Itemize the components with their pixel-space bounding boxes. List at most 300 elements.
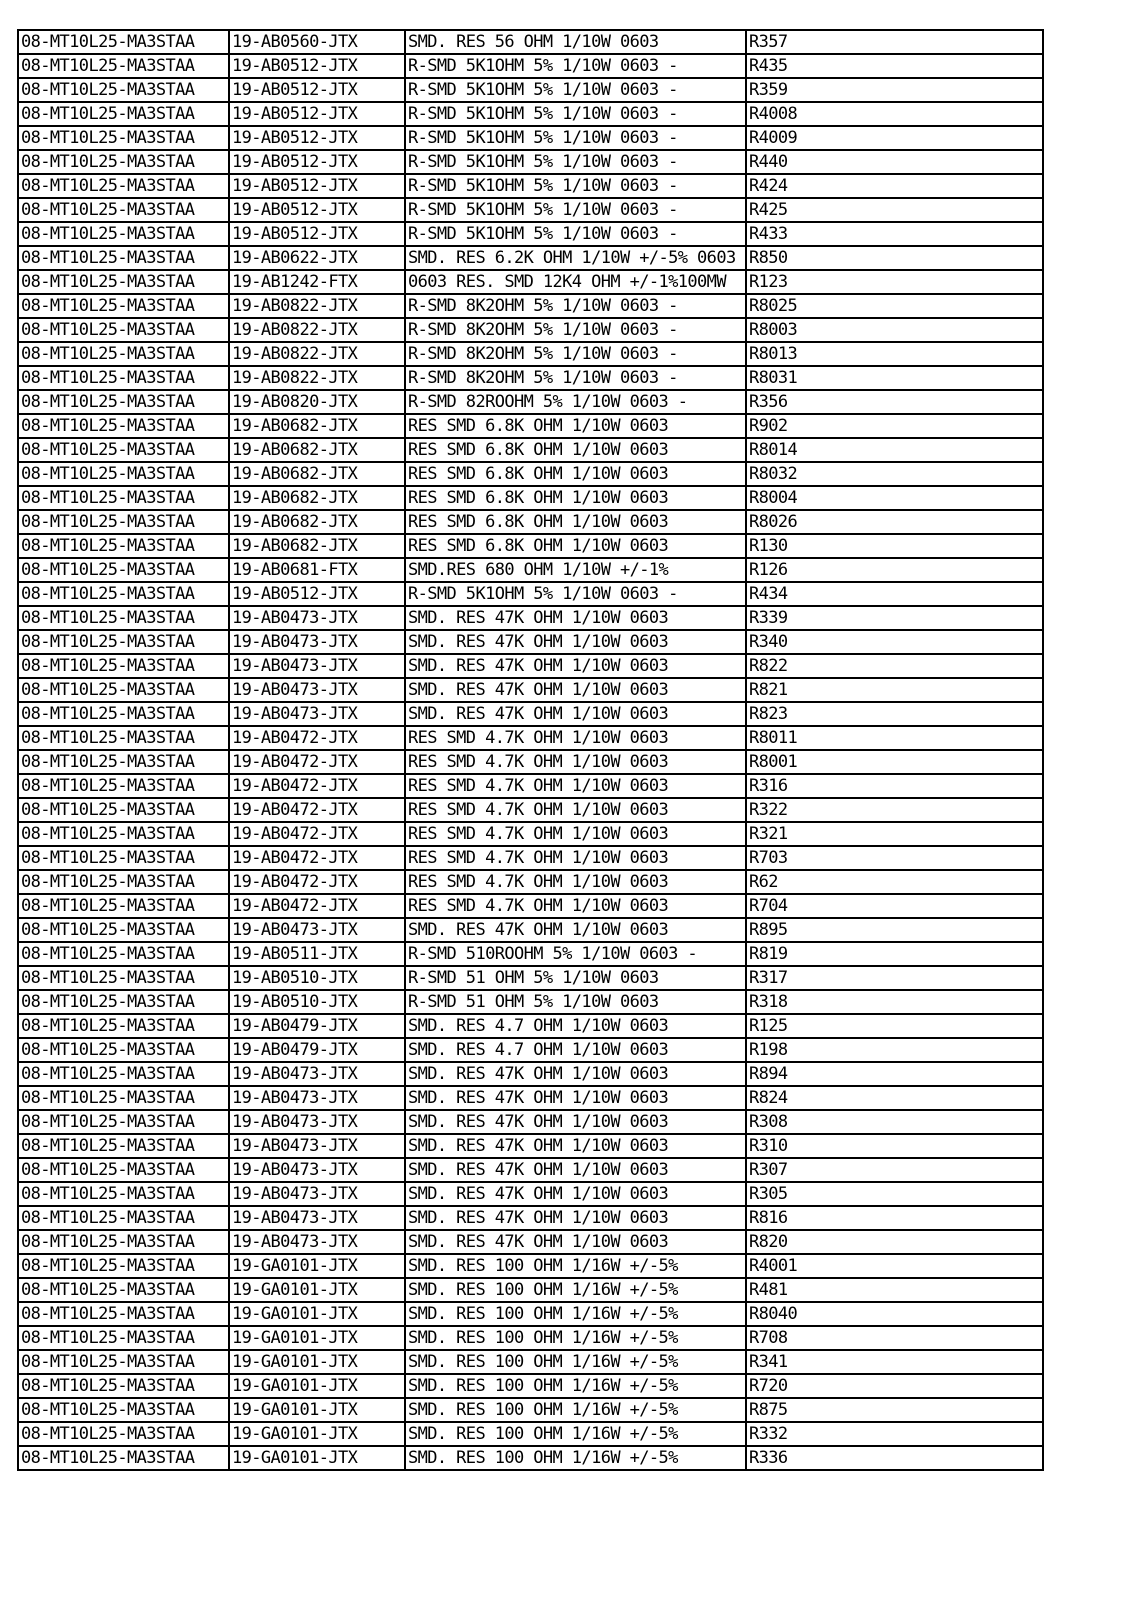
table-row — [18, 342, 1043, 366]
assembly-part-number-cell: 08-MT10L25-MA3STAA — [18, 150, 229, 174]
reference-designator-cell: R308 — [746, 1110, 1043, 1134]
assembly-part-number-cell: 08-MT10L25-MA3STAA — [18, 510, 229, 534]
reference-designator-cell: R720 — [746, 1374, 1043, 1398]
description-cell: R-SMD 5K1OHM 5% 1/10W 0603 - — [405, 54, 746, 78]
reference-designator-cell: R359 — [746, 78, 1043, 102]
description-cell: SMD. RES 47K OHM 1/10W 0603 — [405, 702, 746, 726]
description-cell: RES SMD 4.7K OHM 1/10W 0603 — [405, 750, 746, 774]
component-part-number-cell: 19-AB0473-JTX — [229, 918, 405, 942]
assembly-part-number-cell: 08-MT10L25-MA3STAA — [18, 870, 229, 894]
description-cell: RES SMD 6.8K OHM 1/10W 0603 — [405, 438, 746, 462]
reference-designator-cell: R4001 — [746, 1254, 1043, 1278]
assembly-part-number-cell: 08-MT10L25-MA3STAA — [18, 606, 229, 630]
component-part-number-cell: 19-AB0512-JTX — [229, 174, 405, 198]
component-part-number-cell: 19-AB0682-JTX — [229, 510, 405, 534]
component-part-number-cell: 19-AB0472-JTX — [229, 846, 405, 870]
assembly-part-number-cell: 08-MT10L25-MA3STAA — [18, 1158, 229, 1182]
table-row — [18, 1422, 1043, 1446]
table-row — [18, 1254, 1043, 1278]
table-row — [18, 1038, 1043, 1062]
component-part-number-cell: 19-GA0101-JTX — [229, 1374, 405, 1398]
description-cell: SMD. RES 100 OHM 1/16W +/-5% — [405, 1422, 746, 1446]
assembly-part-number-cell: 08-MT10L25-MA3STAA — [18, 390, 229, 414]
description-cell: RES SMD 4.7K OHM 1/10W 0603 — [405, 894, 746, 918]
assembly-part-number-cell: 08-MT10L25-MA3STAA — [18, 78, 229, 102]
table-row — [18, 366, 1043, 390]
reference-designator-cell: R357 — [746, 30, 1043, 54]
component-part-number-cell: 19-GA0101-JTX — [229, 1446, 405, 1470]
assembly-part-number-cell: 08-MT10L25-MA3STAA — [18, 654, 229, 678]
assembly-part-number-cell: 08-MT10L25-MA3STAA — [18, 222, 229, 246]
component-part-number-cell: 19-AB0682-JTX — [229, 414, 405, 438]
table-row — [18, 486, 1043, 510]
description-cell: SMD. RES 100 OHM 1/16W +/-5% — [405, 1326, 746, 1350]
description-cell: SMD. RES 4.7 OHM 1/10W 0603 — [405, 1014, 746, 1038]
component-part-number-cell: 19-AB0473-JTX — [229, 1134, 405, 1158]
reference-designator-cell: R850 — [746, 246, 1043, 270]
reference-designator-cell: R8013 — [746, 342, 1043, 366]
assembly-part-number-cell: 08-MT10L25-MA3STAA — [18, 702, 229, 726]
reference-designator-cell: R704 — [746, 894, 1043, 918]
bom-table — [17, 29, 1044, 1471]
description-cell: R-SMD 51 OHM 5% 1/10W 0603 — [405, 966, 746, 990]
assembly-part-number-cell: 08-MT10L25-MA3STAA — [18, 1182, 229, 1206]
description-cell: SMD. RES 47K OHM 1/10W 0603 — [405, 606, 746, 630]
reference-designator-cell: R435 — [746, 54, 1043, 78]
reference-designator-cell: R902 — [746, 414, 1043, 438]
table-row — [18, 1014, 1043, 1038]
description-cell: SMD. RES 56 OHM 1/10W 0603 — [405, 30, 746, 54]
table-row — [18, 1302, 1043, 1326]
component-part-number-cell: 19-AB0822-JTX — [229, 366, 405, 390]
description-cell: R-SMD 8K2OHM 5% 1/10W 0603 - — [405, 342, 746, 366]
description-cell: SMD. RES 47K OHM 1/10W 0603 — [405, 1110, 746, 1134]
table-row — [18, 582, 1043, 606]
reference-designator-cell: R821 — [746, 678, 1043, 702]
table-row — [18, 1158, 1043, 1182]
reference-designator-cell: R310 — [746, 1134, 1043, 1158]
reference-designator-cell: R425 — [746, 198, 1043, 222]
description-cell: SMD. RES 100 OHM 1/16W +/-5% — [405, 1374, 746, 1398]
description-cell: RES SMD 6.8K OHM 1/10W 0603 — [405, 510, 746, 534]
assembly-part-number-cell: 08-MT10L25-MA3STAA — [18, 1206, 229, 1230]
reference-designator-cell: R322 — [746, 798, 1043, 822]
description-cell: R-SMD 5K1OHM 5% 1/10W 0603 - — [405, 582, 746, 606]
description-cell: SMD. RES 47K OHM 1/10W 0603 — [405, 1206, 746, 1230]
reference-designator-cell: R198 — [746, 1038, 1043, 1062]
description-cell: RES SMD 6.8K OHM 1/10W 0603 — [405, 486, 746, 510]
component-part-number-cell: 19-AB0472-JTX — [229, 822, 405, 846]
table-row — [18, 30, 1043, 54]
description-cell: R-SMD 5K1OHM 5% 1/10W 0603 - — [405, 78, 746, 102]
reference-designator-cell: R356 — [746, 390, 1043, 414]
reference-designator-cell: R816 — [746, 1206, 1043, 1230]
assembly-part-number-cell: 08-MT10L25-MA3STAA — [18, 1446, 229, 1470]
description-cell: SMD. RES 47K OHM 1/10W 0603 — [405, 654, 746, 678]
description-cell: SMD. RES 100 OHM 1/16W +/-5% — [405, 1350, 746, 1374]
reference-designator-cell: R123 — [746, 270, 1043, 294]
reference-designator-cell: R8026 — [746, 510, 1043, 534]
component-part-number-cell: 19-AB0822-JTX — [229, 318, 405, 342]
reference-designator-cell: R130 — [746, 534, 1043, 558]
assembly-part-number-cell: 08-MT10L25-MA3STAA — [18, 918, 229, 942]
reference-designator-cell: R440 — [746, 150, 1043, 174]
component-part-number-cell: 19-AB0479-JTX — [229, 1038, 405, 1062]
description-cell: RES SMD 4.7K OHM 1/10W 0603 — [405, 870, 746, 894]
description-cell: SMD. RES 47K OHM 1/10W 0603 — [405, 1086, 746, 1110]
table-row — [18, 1062, 1043, 1086]
component-part-number-cell: 19-AB0681-FTX — [229, 558, 405, 582]
component-part-number-cell: 19-AB0682-JTX — [229, 462, 405, 486]
description-cell: RES SMD 4.7K OHM 1/10W 0603 — [405, 846, 746, 870]
reference-designator-cell: R340 — [746, 630, 1043, 654]
component-part-number-cell: 19-GA0101-JTX — [229, 1278, 405, 1302]
table-row — [18, 870, 1043, 894]
component-part-number-cell: 19-AB0473-JTX — [229, 702, 405, 726]
table-row — [18, 1206, 1043, 1230]
table-row — [18, 894, 1043, 918]
assembly-part-number-cell: 08-MT10L25-MA3STAA — [18, 798, 229, 822]
table-row — [18, 174, 1043, 198]
table-row — [18, 1182, 1043, 1206]
table-row — [18, 798, 1043, 822]
bom-table-body — [18, 30, 1043, 1470]
reference-designator-cell: R895 — [746, 918, 1043, 942]
assembly-part-number-cell: 08-MT10L25-MA3STAA — [18, 942, 229, 966]
assembly-part-number-cell: 08-MT10L25-MA3STAA — [18, 582, 229, 606]
component-part-number-cell: 19-GA0101-JTX — [229, 1422, 405, 1446]
component-part-number-cell: 19-AB0512-JTX — [229, 150, 405, 174]
reference-designator-cell: R8025 — [746, 294, 1043, 318]
table-row — [18, 414, 1043, 438]
table-row — [18, 510, 1043, 534]
component-part-number-cell: 19-GA0101-JTX — [229, 1254, 405, 1278]
component-part-number-cell: 19-AB0682-JTX — [229, 438, 405, 462]
description-cell: R-SMD 8K2OHM 5% 1/10W 0603 - — [405, 366, 746, 390]
assembly-part-number-cell: 08-MT10L25-MA3STAA — [18, 1398, 229, 1422]
reference-designator-cell: R8001 — [746, 750, 1043, 774]
assembly-part-number-cell: 08-MT10L25-MA3STAA — [18, 174, 229, 198]
assembly-part-number-cell: 08-MT10L25-MA3STAA — [18, 1134, 229, 1158]
description-cell: SMD. RES 47K OHM 1/10W 0603 — [405, 1062, 746, 1086]
assembly-part-number-cell: 08-MT10L25-MA3STAA — [18, 1422, 229, 1446]
description-cell: R-SMD 8K2OHM 5% 1/10W 0603 - — [405, 294, 746, 318]
component-part-number-cell: 19-AB0473-JTX — [229, 1062, 405, 1086]
table-row — [18, 270, 1043, 294]
component-part-number-cell: 19-AB0682-JTX — [229, 486, 405, 510]
table-row — [18, 126, 1043, 150]
assembly-part-number-cell: 08-MT10L25-MA3STAA — [18, 198, 229, 222]
table-row — [18, 222, 1043, 246]
component-part-number-cell: 19-AB0472-JTX — [229, 798, 405, 822]
table-row — [18, 942, 1043, 966]
component-part-number-cell: 19-AB0473-JTX — [229, 606, 405, 630]
assembly-part-number-cell: 08-MT10L25-MA3STAA — [18, 894, 229, 918]
assembly-part-number-cell: 08-MT10L25-MA3STAA — [18, 1326, 229, 1350]
table-row — [18, 318, 1043, 342]
component-part-number-cell: 19-AB0473-JTX — [229, 1206, 405, 1230]
assembly-part-number-cell: 08-MT10L25-MA3STAA — [18, 486, 229, 510]
description-cell: SMD. RES 47K OHM 1/10W 0603 — [405, 1182, 746, 1206]
reference-designator-cell: R819 — [746, 942, 1043, 966]
reference-designator-cell: R307 — [746, 1158, 1043, 1182]
component-part-number-cell: 19-AB1242-FTX — [229, 270, 405, 294]
table-row — [18, 630, 1043, 654]
assembly-part-number-cell: 08-MT10L25-MA3STAA — [18, 270, 229, 294]
description-cell: SMD. RES 6.2K OHM 1/10W +/-5% 0603 — [405, 246, 746, 270]
table-row — [18, 654, 1043, 678]
table-row — [18, 918, 1043, 942]
component-part-number-cell: 19-AB0510-JTX — [229, 966, 405, 990]
description-cell: 0603 RES. SMD 12K4 OHM +/-1%100MW — [405, 270, 746, 294]
table-row — [18, 774, 1043, 798]
description-cell: SMD. RES 47K OHM 1/10W 0603 — [405, 678, 746, 702]
assembly-part-number-cell: 08-MT10L25-MA3STAA — [18, 414, 229, 438]
assembly-part-number-cell: 08-MT10L25-MA3STAA — [18, 126, 229, 150]
component-part-number-cell: 19-AB0473-JTX — [229, 1182, 405, 1206]
reference-designator-cell: R332 — [746, 1422, 1043, 1446]
assembly-part-number-cell: 08-MT10L25-MA3STAA — [18, 750, 229, 774]
assembly-part-number-cell: 08-MT10L25-MA3STAA — [18, 1038, 229, 1062]
reference-designator-cell: R62 — [746, 870, 1043, 894]
description-cell: RES SMD 6.8K OHM 1/10W 0603 — [405, 462, 746, 486]
table-row — [18, 702, 1043, 726]
component-part-number-cell: 19-AB0510-JTX — [229, 990, 405, 1014]
reference-designator-cell: R318 — [746, 990, 1043, 1014]
assembly-part-number-cell: 08-MT10L25-MA3STAA — [18, 438, 229, 462]
component-part-number-cell: 19-AB0622-JTX — [229, 246, 405, 270]
reference-designator-cell: R8014 — [746, 438, 1043, 462]
assembly-part-number-cell: 08-MT10L25-MA3STAA — [18, 1350, 229, 1374]
assembly-part-number-cell: 08-MT10L25-MA3STAA — [18, 846, 229, 870]
reference-designator-cell: R4008 — [746, 102, 1043, 126]
table-row — [18, 1230, 1043, 1254]
description-cell: SMD. RES 47K OHM 1/10W 0603 — [405, 1230, 746, 1254]
component-part-number-cell: 19-AB0822-JTX — [229, 342, 405, 366]
component-part-number-cell: 19-AB0820-JTX — [229, 390, 405, 414]
reference-designator-cell: R4009 — [746, 126, 1043, 150]
reference-designator-cell: R317 — [746, 966, 1043, 990]
description-cell: R-SMD 510ROOHM 5% 1/10W 0603 - — [405, 942, 746, 966]
table-row — [18, 558, 1043, 582]
assembly-part-number-cell: 08-MT10L25-MA3STAA — [18, 318, 229, 342]
reference-designator-cell: R424 — [746, 174, 1043, 198]
component-part-number-cell: 19-AB0512-JTX — [229, 102, 405, 126]
reference-designator-cell: R8032 — [746, 462, 1043, 486]
assembly-part-number-cell: 08-MT10L25-MA3STAA — [18, 462, 229, 486]
component-part-number-cell: 19-GA0101-JTX — [229, 1398, 405, 1422]
component-part-number-cell: 19-AB0512-JTX — [229, 198, 405, 222]
component-part-number-cell: 19-AB0512-JTX — [229, 126, 405, 150]
description-cell: SMD. RES 100 OHM 1/16W +/-5% — [405, 1398, 746, 1422]
description-cell: R-SMD 5K1OHM 5% 1/10W 0603 - — [405, 150, 746, 174]
description-cell: R-SMD 51 OHM 5% 1/10W 0603 — [405, 990, 746, 1014]
reference-designator-cell: R8011 — [746, 726, 1043, 750]
assembly-part-number-cell: 08-MT10L25-MA3STAA — [18, 1014, 229, 1038]
reference-designator-cell: R316 — [746, 774, 1043, 798]
table-row — [18, 150, 1043, 174]
table-row — [18, 1134, 1043, 1158]
component-part-number-cell: 19-AB0479-JTX — [229, 1014, 405, 1038]
component-part-number-cell: 19-AB0472-JTX — [229, 750, 405, 774]
table-row — [18, 966, 1043, 990]
component-part-number-cell: 19-AB0472-JTX — [229, 726, 405, 750]
table-row — [18, 1350, 1043, 1374]
table-row — [18, 246, 1043, 270]
component-part-number-cell: 19-AB0473-JTX — [229, 1158, 405, 1182]
description-cell: SMD. RES 100 OHM 1/16W +/-5% — [405, 1446, 746, 1470]
table-row — [18, 1446, 1043, 1470]
component-part-number-cell: 19-AB0511-JTX — [229, 942, 405, 966]
table-row — [18, 990, 1043, 1014]
assembly-part-number-cell: 08-MT10L25-MA3STAA — [18, 1302, 229, 1326]
assembly-part-number-cell: 08-MT10L25-MA3STAA — [18, 1086, 229, 1110]
table-row — [18, 1086, 1043, 1110]
description-cell: RES SMD 4.7K OHM 1/10W 0603 — [405, 726, 746, 750]
component-part-number-cell: 19-AB0512-JTX — [229, 582, 405, 606]
assembly-part-number-cell: 08-MT10L25-MA3STAA — [18, 102, 229, 126]
reference-designator-cell: R8004 — [746, 486, 1043, 510]
table-row — [18, 1326, 1043, 1350]
description-cell: RES SMD 4.7K OHM 1/10W 0603 — [405, 798, 746, 822]
reference-designator-cell: R894 — [746, 1062, 1043, 1086]
component-part-number-cell: 19-AB0473-JTX — [229, 1230, 405, 1254]
reference-designator-cell: R820 — [746, 1230, 1043, 1254]
component-part-number-cell: 19-AB0512-JTX — [229, 54, 405, 78]
table-row — [18, 390, 1043, 414]
table-row — [18, 78, 1043, 102]
component-part-number-cell: 19-AB0473-JTX — [229, 1110, 405, 1134]
description-cell: SMD. RES 47K OHM 1/10W 0603 — [405, 1134, 746, 1158]
assembly-part-number-cell: 08-MT10L25-MA3STAA — [18, 54, 229, 78]
assembly-part-number-cell: 08-MT10L25-MA3STAA — [18, 990, 229, 1014]
component-part-number-cell: 19-AB0473-JTX — [229, 654, 405, 678]
assembly-part-number-cell: 08-MT10L25-MA3STAA — [18, 1230, 229, 1254]
component-part-number-cell: 19-AB0822-JTX — [229, 294, 405, 318]
reference-designator-cell: R8040 — [746, 1302, 1043, 1326]
assembly-part-number-cell: 08-MT10L25-MA3STAA — [18, 966, 229, 990]
component-part-number-cell: 19-AB0560-JTX — [229, 30, 405, 54]
description-cell: SMD. RES 100 OHM 1/16W +/-5% — [405, 1254, 746, 1278]
table-row — [18, 54, 1043, 78]
assembly-part-number-cell: 08-MT10L25-MA3STAA — [18, 1062, 229, 1086]
reference-designator-cell: R126 — [746, 558, 1043, 582]
description-cell: R-SMD 5K1OHM 5% 1/10W 0603 - — [405, 222, 746, 246]
table-row — [18, 1278, 1043, 1302]
component-part-number-cell: 19-AB0512-JTX — [229, 222, 405, 246]
table-row — [18, 198, 1043, 222]
component-part-number-cell: 19-AB0472-JTX — [229, 774, 405, 798]
description-cell: SMD. RES 4.7 OHM 1/10W 0603 — [405, 1038, 746, 1062]
description-cell: SMD.RES 680 OHM 1/10W +/-1% — [405, 558, 746, 582]
table-row — [18, 102, 1043, 126]
description-cell: R-SMD 5K1OHM 5% 1/10W 0603 - — [405, 198, 746, 222]
reference-designator-cell: R341 — [746, 1350, 1043, 1374]
reference-designator-cell: R823 — [746, 702, 1043, 726]
reference-designator-cell: R481 — [746, 1278, 1043, 1302]
description-cell: SMD. RES 100 OHM 1/16W +/-5% — [405, 1302, 746, 1326]
table-row — [18, 750, 1043, 774]
assembly-part-number-cell: 08-MT10L25-MA3STAA — [18, 534, 229, 558]
table-row — [18, 822, 1043, 846]
description-cell: RES SMD 6.8K OHM 1/10W 0603 — [405, 414, 746, 438]
description-cell: RES SMD 4.7K OHM 1/10W 0603 — [405, 774, 746, 798]
reference-designator-cell: R8031 — [746, 366, 1043, 390]
component-part-number-cell: 19-GA0101-JTX — [229, 1350, 405, 1374]
assembly-part-number-cell: 08-MT10L25-MA3STAA — [18, 342, 229, 366]
assembly-part-number-cell: 08-MT10L25-MA3STAA — [18, 822, 229, 846]
description-cell: R-SMD 8K2OHM 5% 1/10W 0603 - — [405, 318, 746, 342]
reference-designator-cell: R8003 — [746, 318, 1043, 342]
table-row — [18, 726, 1043, 750]
description-cell: R-SMD 5K1OHM 5% 1/10W 0603 - — [405, 126, 746, 150]
reference-designator-cell: R336 — [746, 1446, 1043, 1470]
component-part-number-cell: 19-AB0473-JTX — [229, 630, 405, 654]
reference-designator-cell: R305 — [746, 1182, 1043, 1206]
component-part-number-cell: 19-AB0682-JTX — [229, 534, 405, 558]
description-cell: R-SMD 5K1OHM 5% 1/10W 0603 - — [405, 102, 746, 126]
component-part-number-cell: 19-GA0101-JTX — [229, 1326, 405, 1350]
reference-designator-cell: R433 — [746, 222, 1043, 246]
table-row — [18, 1374, 1043, 1398]
description-cell: SMD. RES 100 OHM 1/16W +/-5% — [405, 1278, 746, 1302]
assembly-part-number-cell: 08-MT10L25-MA3STAA — [18, 558, 229, 582]
assembly-part-number-cell: 08-MT10L25-MA3STAA — [18, 1110, 229, 1134]
table-row — [18, 534, 1043, 558]
component-part-number-cell: 19-AB0512-JTX — [229, 78, 405, 102]
reference-designator-cell: R824 — [746, 1086, 1043, 1110]
description-cell: SMD. RES 47K OHM 1/10W 0603 — [405, 1158, 746, 1182]
reference-designator-cell: R708 — [746, 1326, 1043, 1350]
reference-designator-cell: R434 — [746, 582, 1043, 606]
component-part-number-cell: 19-GA0101-JTX — [229, 1302, 405, 1326]
description-cell: SMD. RES 47K OHM 1/10W 0603 — [405, 918, 746, 942]
table-row — [18, 462, 1043, 486]
component-part-number-cell: 19-AB0472-JTX — [229, 894, 405, 918]
table-row — [18, 846, 1043, 870]
component-part-number-cell: 19-AB0473-JTX — [229, 1086, 405, 1110]
assembly-part-number-cell: 08-MT10L25-MA3STAA — [18, 366, 229, 390]
component-part-number-cell: 19-AB0472-JTX — [229, 870, 405, 894]
description-cell: R-SMD 5K1OHM 5% 1/10W 0603 - — [405, 174, 746, 198]
assembly-part-number-cell: 08-MT10L25-MA3STAA — [18, 246, 229, 270]
reference-designator-cell: R875 — [746, 1398, 1043, 1422]
description-cell: SMD. RES 47K OHM 1/10W 0603 — [405, 630, 746, 654]
table-row — [18, 294, 1043, 318]
assembly-part-number-cell: 08-MT10L25-MA3STAA — [18, 1374, 229, 1398]
reference-designator-cell: R125 — [746, 1014, 1043, 1038]
assembly-part-number-cell: 08-MT10L25-MA3STAA — [18, 30, 229, 54]
table-row — [18, 678, 1043, 702]
assembly-part-number-cell: 08-MT10L25-MA3STAA — [18, 1254, 229, 1278]
assembly-part-number-cell: 08-MT10L25-MA3STAA — [18, 294, 229, 318]
assembly-part-number-cell: 08-MT10L25-MA3STAA — [18, 630, 229, 654]
reference-designator-cell: R703 — [746, 846, 1043, 870]
table-row — [18, 606, 1043, 630]
description-cell: RES SMD 4.7K OHM 1/10W 0603 — [405, 822, 746, 846]
reference-designator-cell: R339 — [746, 606, 1043, 630]
table-row — [18, 438, 1043, 462]
reference-designator-cell: R321 — [746, 822, 1043, 846]
description-cell: R-SMD 82ROOHM 5% 1/10W 0603 - — [405, 390, 746, 414]
assembly-part-number-cell: 08-MT10L25-MA3STAA — [18, 678, 229, 702]
assembly-part-number-cell: 08-MT10L25-MA3STAA — [18, 726, 229, 750]
assembly-part-number-cell: 08-MT10L25-MA3STAA — [18, 1278, 229, 1302]
assembly-part-number-cell: 08-MT10L25-MA3STAA — [18, 774, 229, 798]
reference-designator-cell: R822 — [746, 654, 1043, 678]
table-row — [18, 1110, 1043, 1134]
component-part-number-cell: 19-AB0473-JTX — [229, 678, 405, 702]
